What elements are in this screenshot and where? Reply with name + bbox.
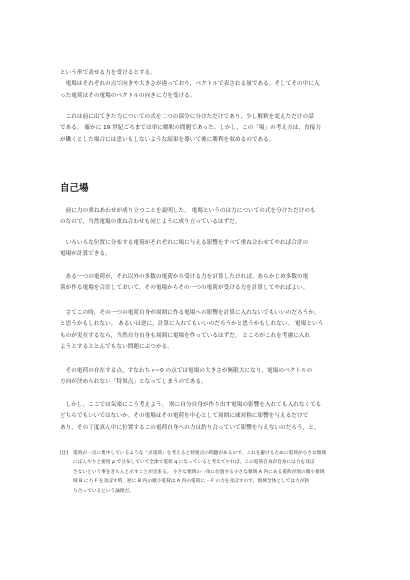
section-heading: 自己場	[60, 183, 89, 194]
footnote	[60, 449, 378, 494]
footnote-text: 電荷が一点に集中しているような「点電荷」を考えると特異点の問題があるので，これを避けるために電荷が小さな領域 にぼんやりと密度 ρ で分布していて全体で電荷 q になっていると考えてやれば，この電荷自身が自身には力を及ぼ さないという事をきちんと示すことが出来る。 小さな領域の一角に位置する小さな領域 A 内にある電荷が別の微小領域 域 B に力 F を及ぼす時，逆に B 内の微小電荷は A 内の電荷に －F の力を及ぼすので，領域全体としては力が釣 り合っているという論理だ。	[73, 451, 327, 494]
paragraph-7: その電荷の存在する点，すなわち r＝0 の点では電場の大きさが無限大になり，電場のベクトルの 方向が決められない「特異点」となってしまうのである。	[60, 368, 313, 386]
paragraph-1: という形で表せる力を受けるとする。 電場はそれぞれの点で向きや大きさが違っており，ベクトルで表される量である。そしてその中に入 った電荷はその電場のベクトルの向きに力を受ける。	[60, 70, 320, 99]
paragraph-8: しかし，ここでは気楽にこう考えよう。 別に自分自身が作り出す電場の影響を入れても入れなくても どちらでもいいではないか。その電場はその電荷を中心として周囲に球対称に影響を与えるだけで あり，その丁度真ん中に位置するこの電荷自身への力は釣り合っていて影響を与えないのだろう，と。	[60, 402, 322, 431]
paragraph-2: これは前に出てきた力についての式を二つの部分に分けただけであり，少し解釈を変えただけの話 である。 確かに 19 世紀ごろまでは単に解釈の問題であった。しかし，この「場」の考え方は，直接力 が働くとした場合には思いもしないような結果を導いて後に勝利を収めるのである。	[60, 114, 321, 143]
paragraph-6: さてこの時，その一つの電荷自身が周囲に作る電場への影響を計算に入れないでもいいのだろうか， と思うかもしれない。 あるいは逆に，計算に入れてもいいのだろうかと思うかもしれない。 電場という ものが実在するなら，当然自分自身も周囲に電場を作っているはずだ。 ところがこれを考慮に入れ ようとするととんでもない問題にぶつかる。	[60, 310, 324, 351]
paragraph-4: いろいろな位置に分布する電荷がそれぞれに場に与える影響をすべて重ね合わせてやれば合計の 電場が計算できる。	[60, 240, 309, 258]
paragraph-5: ある一つの電荷が，それ以外の多数の電荷から受ける力を計算したければ，あらかじめ多数の電 荷が作る電場を合計しておいて，その電場からその一つの電荷が受ける力を計算してやればよい。	[60, 274, 309, 292]
paragraph-3: 前に力の重ねあわせが成り立つことを説明した。 電場というのは力についての式を分けただけのも のなので，当然電場の重ね合わせも同じように成り立っているはずだ。	[60, 208, 316, 226]
footnote-marker: [注]	[60, 451, 69, 456]
